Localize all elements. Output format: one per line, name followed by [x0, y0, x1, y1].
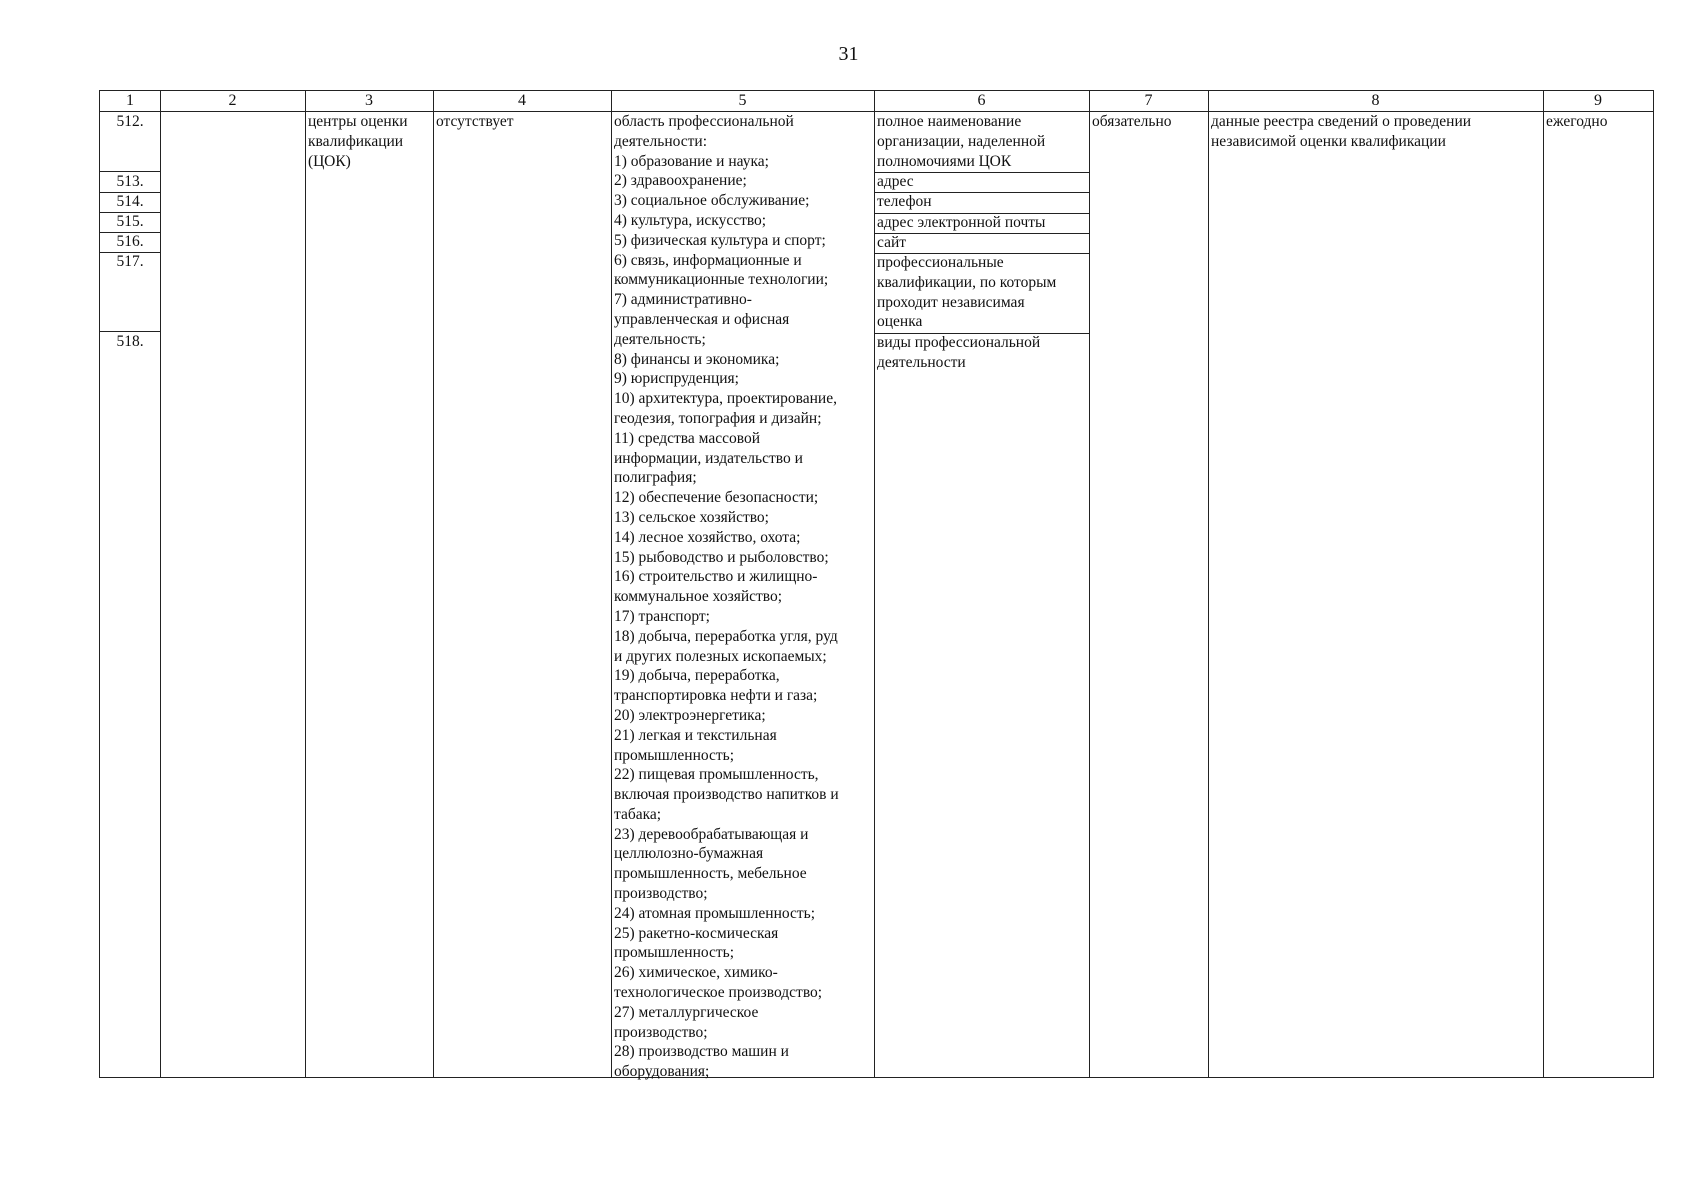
- col8-line: независимой оценки квалификации: [1211, 132, 1446, 150]
- activity-line: оборудования;: [614, 1063, 710, 1081]
- activity-line: 28) производство машин и: [614, 1043, 789, 1061]
- field-item-line: адрес электронной почты: [877, 213, 1046, 231]
- activity-line: 11) средства массовой: [614, 429, 761, 447]
- activity-line: 12) обеспечение безопасности;: [614, 489, 819, 507]
- activity-line: производство;: [614, 885, 708, 903]
- activity-line: область профессиональной: [614, 113, 794, 130]
- activity-line: деятельность;: [614, 330, 706, 348]
- column-header-3: 3: [365, 92, 373, 109]
- activity-line: 26) химическое, химико-: [614, 964, 778, 982]
- activity-line: коммуникационные технологии;: [614, 271, 829, 289]
- col3-line: квалификации: [308, 132, 404, 150]
- column-divider: [874, 91, 875, 1077]
- column-divider: [1089, 91, 1090, 1077]
- field-item-line: полное наименование: [877, 113, 1022, 130]
- row-number: 518.: [116, 333, 144, 350]
- activity-line: 5) физическая культура и спорт;: [614, 231, 826, 249]
- activity-line: 21) легкая и текстильная: [614, 726, 777, 744]
- col7-cell-text: обязательно: [1092, 113, 1172, 130]
- activity-line: целлюлозно-бумажная: [614, 845, 764, 863]
- column-header-2: 2: [228, 92, 237, 109]
- field-item-line: организации, наделенной: [877, 132, 1046, 150]
- activity-line: 20) электроэнергетика;: [614, 706, 766, 724]
- activity-line: и других полезных ископаемых;: [614, 647, 827, 665]
- activity-line: транспортировка нефти и газа;: [614, 687, 818, 705]
- activity-line: 7) административно-: [614, 291, 752, 309]
- column-divider: [433, 91, 434, 1077]
- activity-line: промышленность, мебельное: [614, 865, 807, 883]
- activity-line: промышленность;: [614, 746, 735, 764]
- activity-line: промышленность;: [614, 944, 735, 962]
- activity-line: технологическое производство;: [614, 984, 823, 1002]
- activity-line: 22) пищевая промышленность,: [614, 766, 819, 784]
- activity-line: 19) добыча, переработка,: [614, 667, 780, 685]
- page-number: 31: [838, 43, 859, 65]
- field-item-line: телефон: [877, 193, 932, 211]
- column-header-7: 7: [1144, 92, 1153, 109]
- column-header-1: 1: [126, 92, 134, 109]
- activity-line: 6) связь, информационные и: [614, 251, 802, 269]
- activity-line: геодезия, топография и дизайн;: [614, 409, 822, 427]
- activity-line: коммунальное хозяйство;: [614, 588, 783, 606]
- row-number: 514.: [116, 193, 144, 210]
- column-divider: [1208, 91, 1209, 1077]
- data-table: [99, 90, 1654, 1081]
- field-item-line: профессиональные: [877, 254, 1004, 272]
- col3-cell-text: [308, 112, 432, 171]
- activity-line: производство;: [614, 1023, 708, 1041]
- activity-line: 17) транспорт;: [614, 607, 710, 625]
- col3-line: (ЦОК): [308, 152, 351, 170]
- column-divider: [160, 91, 161, 1077]
- row-number: 515.: [116, 213, 144, 230]
- field-item: [877, 213, 1087, 233]
- activity-line: включая производство напитков и: [614, 786, 839, 804]
- activity-line: 4) культура, искусство;: [614, 211, 767, 229]
- col8-cell-text: [1211, 112, 1541, 152]
- activity-line: 24) атомная промышленность;: [614, 904, 816, 922]
- field-item: [877, 253, 1087, 332]
- field-item-line: сайт: [877, 233, 907, 251]
- field-item: [877, 233, 1087, 253]
- activity-line: 16) строительство и жилищно-: [614, 568, 818, 586]
- activity-line: управленческая и офисная: [614, 310, 790, 328]
- activity-line: 3) социальное обслуживание;: [614, 192, 810, 210]
- col8-line: данные реестра сведений о проведении: [1211, 113, 1472, 130]
- col3-line: центры оценки: [308, 113, 408, 130]
- field-item: [877, 112, 1087, 171]
- column-header-4: 4: [518, 92, 526, 109]
- row-number: 512.: [116, 113, 144, 130]
- column-divider: [611, 91, 612, 1077]
- column-header-5: 5: [738, 92, 747, 109]
- field-item-line: квалификации, по которым: [877, 273, 1057, 291]
- activity-line: 13) сельское хозяйство;: [614, 508, 769, 526]
- activity-line: 25) ракетно-космическая: [614, 924, 779, 942]
- activity-line: информации, издательство и: [614, 449, 803, 467]
- activity-line: 9) юриспруденция;: [614, 370, 739, 388]
- field-item: [877, 333, 1087, 373]
- activity-line: 27) металлургическое: [614, 1003, 759, 1021]
- activity-line: 15) рыбоводство и рыболовство;: [614, 548, 829, 566]
- activity-line: 2) здравоохранение;: [614, 172, 747, 190]
- activity-line: табака;: [614, 805, 662, 823]
- col5-activity-list: [614, 112, 872, 1082]
- row-number: 516.: [116, 233, 144, 250]
- field-item-line: проходит независимая: [877, 293, 1025, 311]
- field-item-line: полномочиями ЦОК: [877, 152, 1012, 170]
- field-item-line: деятельности: [877, 353, 966, 371]
- col9-cell-text: ежегодно: [1546, 113, 1608, 130]
- row-number: 517.: [116, 253, 144, 270]
- activity-line: полиграфия;: [614, 469, 697, 487]
- activity-line: 18) добыча, переработка угля, руд: [614, 627, 838, 645]
- column-divider: [305, 91, 306, 1077]
- field-item-line: оценка: [877, 313, 923, 331]
- activity-line: 14) лесное хозяйство, охота;: [614, 528, 801, 546]
- column-header-8: 8: [1371, 92, 1380, 109]
- field-item-line: адрес: [877, 172, 914, 190]
- field-item: [877, 192, 1087, 212]
- row-number: 513.: [116, 173, 144, 190]
- activity-line: 23) деревообрабатывающая и: [614, 825, 809, 843]
- column-header-6: 6: [977, 92, 986, 109]
- col4-cell-text: отсутствует: [436, 113, 514, 130]
- column-divider: [1543, 91, 1544, 1077]
- activity-line: деятельности:: [614, 132, 708, 150]
- activity-line: 10) архитектура, проектирование,: [614, 390, 837, 408]
- activity-line: 1) образование и наука;: [614, 152, 769, 170]
- activity-line: 8) финансы и экономика;: [614, 350, 780, 368]
- field-item-line: виды профессиональной: [877, 333, 1041, 351]
- column-header-9: 9: [1594, 92, 1602, 109]
- field-item: [877, 172, 1087, 192]
